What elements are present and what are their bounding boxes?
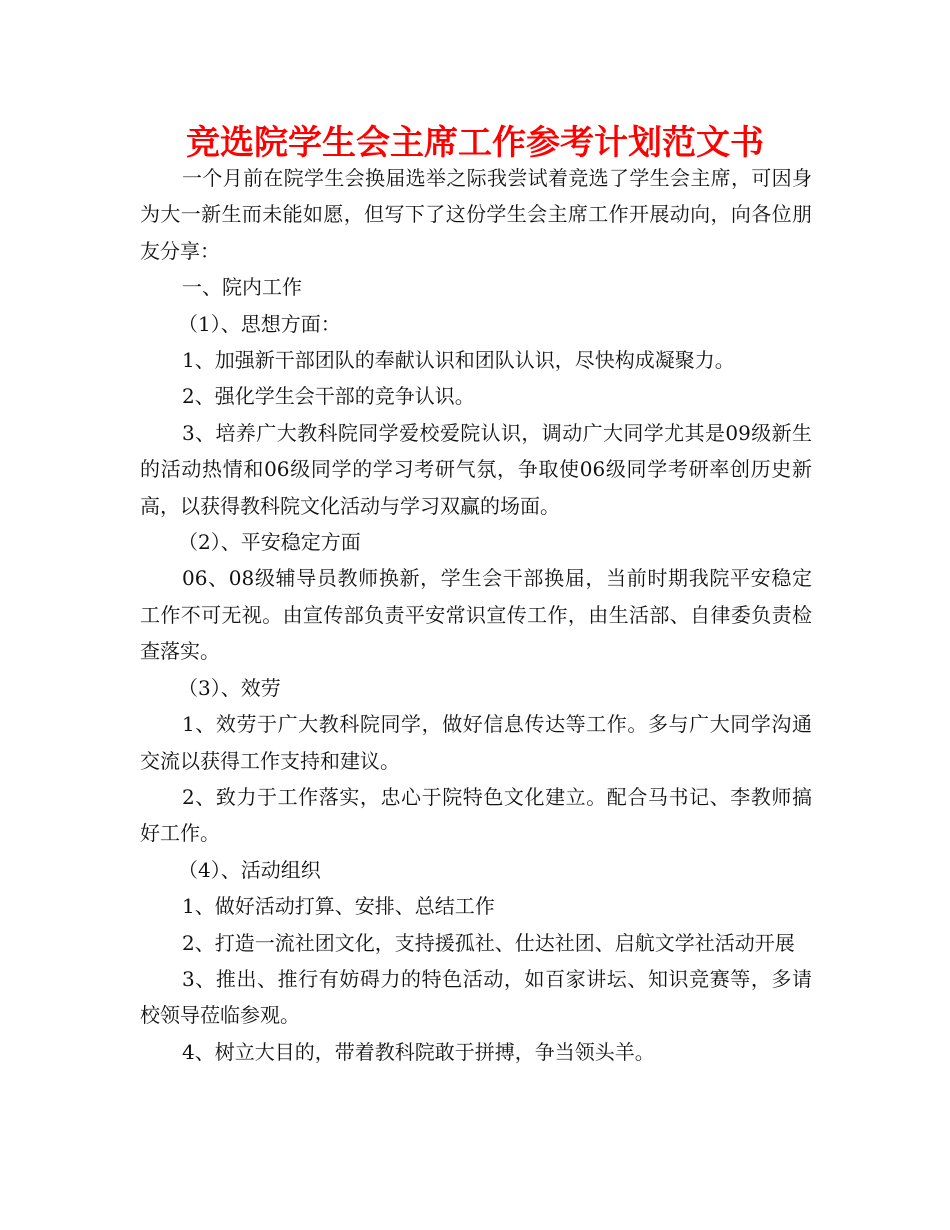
subsection-heading-safety: （2）、平安稳定方面 (178, 530, 361, 555)
document-body (140, 160, 812, 1070)
list-item: 2、致力于工作落实，忠心于院特色文化建立。配合马书记、李教师搞好工作。 (140, 784, 812, 846)
list-item: 1、加强新干部团队的奉献认识和团队认识，尽快构成凝聚力。 (182, 348, 735, 373)
list-item: 2、强化学生会干部的竞争认识。 (182, 384, 475, 409)
document-title: 竞选院学生会主席工作参考计划范文书 (186, 123, 764, 163)
subsection-heading-service: （3）、效劳 (178, 675, 281, 700)
subsection-heading-ideology: （1）、思想方面： (178, 311, 341, 336)
list-item: 3、培养广大教科院同学爱校爱院认识，调动广大同学尤其是09级新生的活动热情和06级同学的学习考研气氛，争取使06级同学考研率创历史新高，以获得教科院文化活动与学习双赢的场面。 (140, 420, 812, 518)
list-item: 4、树立大目的，带着教科院敢于拼搏，争当领头羊。 (182, 1039, 655, 1064)
intro-paragraph: 一个月前在院学生会换届选举之际我尝试着竞选了学生会主席，可因身为大一新生而未能如愿，但写下了这份学生会主席工作开展动向，向各位朋友分享： (140, 166, 812, 263)
body-paragraph: 06、08级辅导员教师换新，学生会干部换届，当前时期我院平安稳定工作不可无视。由宣传部负责平安常识宣传工作，由生活部、自律委负责检查落实。 (140, 566, 812, 664)
list-item: 1、效劳于广大教科院同学，做好信息传达等工作。多与广大同学沟通交流以获得工作支持和建议。 (140, 712, 812, 773)
list-item: 2、打造一流社团文化，支持援孤社、仕达社团、启航文学社活动开展 (182, 930, 795, 955)
subsection-heading-activities: （4）、活动组织 (178, 857, 321, 882)
list-item: 1、做好活动打算、安排、总结工作 (182, 894, 495, 919)
section-heading-campus-work: 一、院内工作 (182, 275, 302, 300)
list-item: 3、推出、推行有妨碍力的特色活动，如百家讲坛、知识竞赛等，多请校领导莅临参观。 (140, 966, 812, 1028)
